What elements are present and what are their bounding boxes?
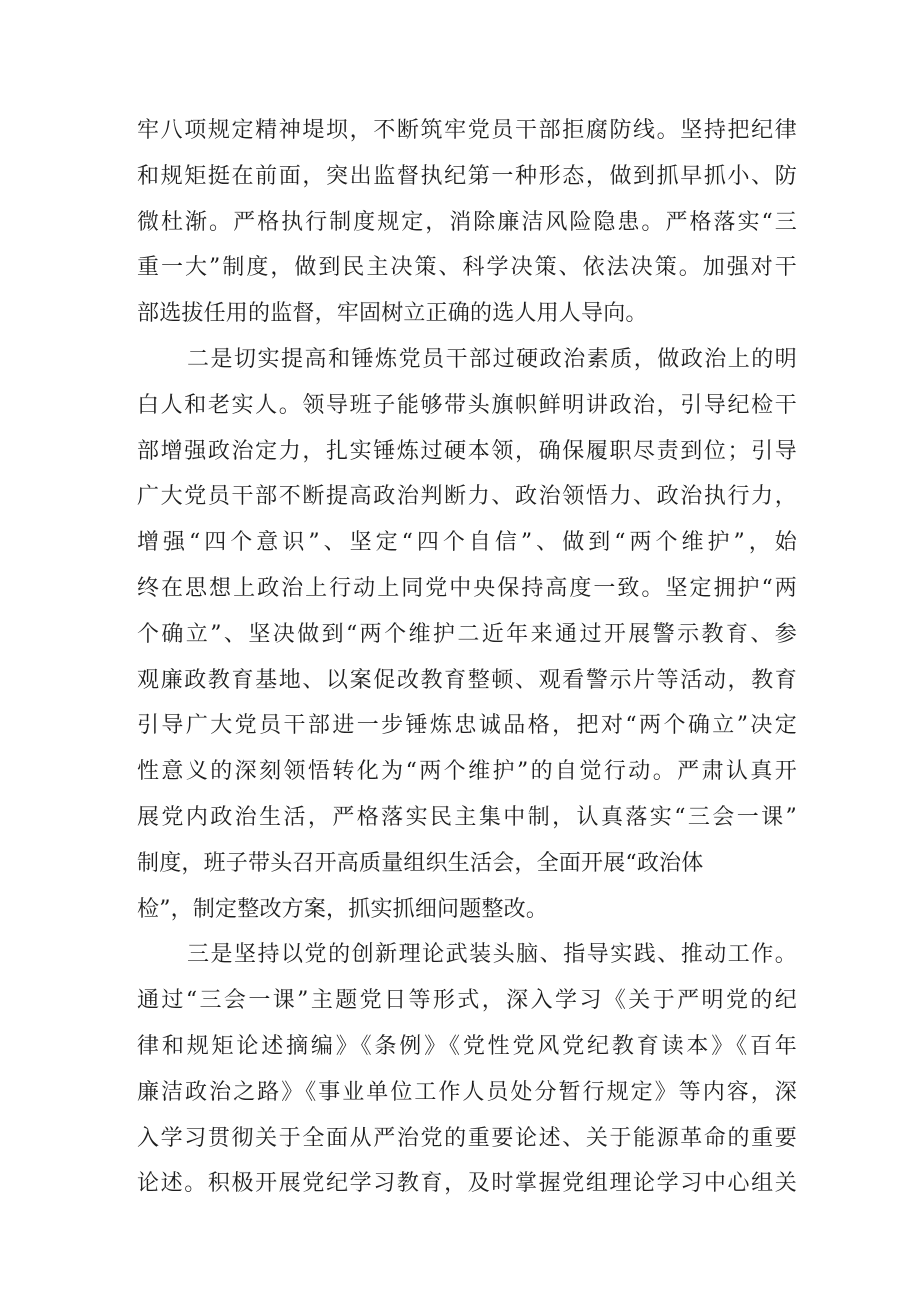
text-line: 入学习贯彻关于全面从严治党的重要论述、关于能源革命的重要 — [137, 1125, 797, 1151]
text-line: 廉洁政治之路》《事业单位工作人员处分暂行规定》等内容，深 — [137, 1079, 797, 1105]
text-line: 观廉政教育基地、以案促改教育整顿、观看警示片等活动，教育 — [137, 667, 797, 693]
text-line: 增强“四个意识”、坚定“四个自信”、做到“两个维护”，始 — [137, 530, 797, 556]
text-line: 引导广大党员干部进一步锤炼忠诚品格，把对“两个确立”决定 — [137, 713, 797, 739]
text-line: 通过“三会一课”主题党日等形式，深入学习《关于严明党的纪 — [137, 988, 797, 1014]
paragraph-first-line: 二是切实提高和锤炼党员干部过硬政治素质，做政治上的明 — [187, 346, 797, 372]
text-line: 论述。积极开展党纪学习教育，及时掌握党组理论学习中心组关 — [137, 1171, 797, 1197]
text-line: 牢八项规定精神堤坝，不断筑牢党员干部拒腐防线。坚持把纪律 — [137, 118, 797, 143]
paragraph-first-line: 三是坚持以党的创新理论武装头脑、指导实践、推动工作。 — [187, 942, 797, 968]
text-line: 律和规矩论述摘编》《条例》《党性党风党纪教育读本》《百年 — [137, 1033, 797, 1059]
text-line: 个确立”、坚决做到“两个维护二近年来通过开展警示教育、参 — [137, 621, 797, 647]
text-line: 和规矩挺在前面，突出监督执纪第一种形态，做到抓早抓小、防 — [137, 163, 797, 189]
text-line: 部选拔任用的监督，牢固树立正确的选人用人导向。 — [137, 301, 648, 327]
text-line: 展党内政治生活，严格落实民主集中制，认真落实“三会一课” — [137, 804, 797, 830]
text-line: 制度，班子带头召开高质量组织生活会，全面开展“政治体 — [137, 850, 704, 876]
text-line: 检”，制定整改方案，抓实抓细问题整改。 — [137, 896, 549, 922]
text-line: 广大党员干部不断提高政治判断力、政治领悟力、政治执行力， — [137, 484, 797, 510]
text-line: 终在思想上政治上行动上同党中央保持高度一致。坚定拥护“两 — [137, 575, 797, 601]
text-line: 部增强政治定力，扎实锤炼过硬本领，确保履职尽责到位；引导 — [137, 438, 797, 464]
text-line: 微杜渐。严格执行制度规定，消除廉洁风险隐患。严格落实“三 — [137, 209, 797, 235]
text-line: 性意义的深刻领悟转化为“两个维护”的自觉行动。严肃认真开 — [137, 759, 797, 785]
text-line: 重一大”制度，做到民主决策、科学决策、依法决策。加强对干 — [137, 255, 797, 281]
document-body — [137, 108, 797, 1207]
text-line: 白人和老实人。领导班子能够带头旗帜鲜明讲政治，引导纪检干 — [137, 392, 797, 418]
